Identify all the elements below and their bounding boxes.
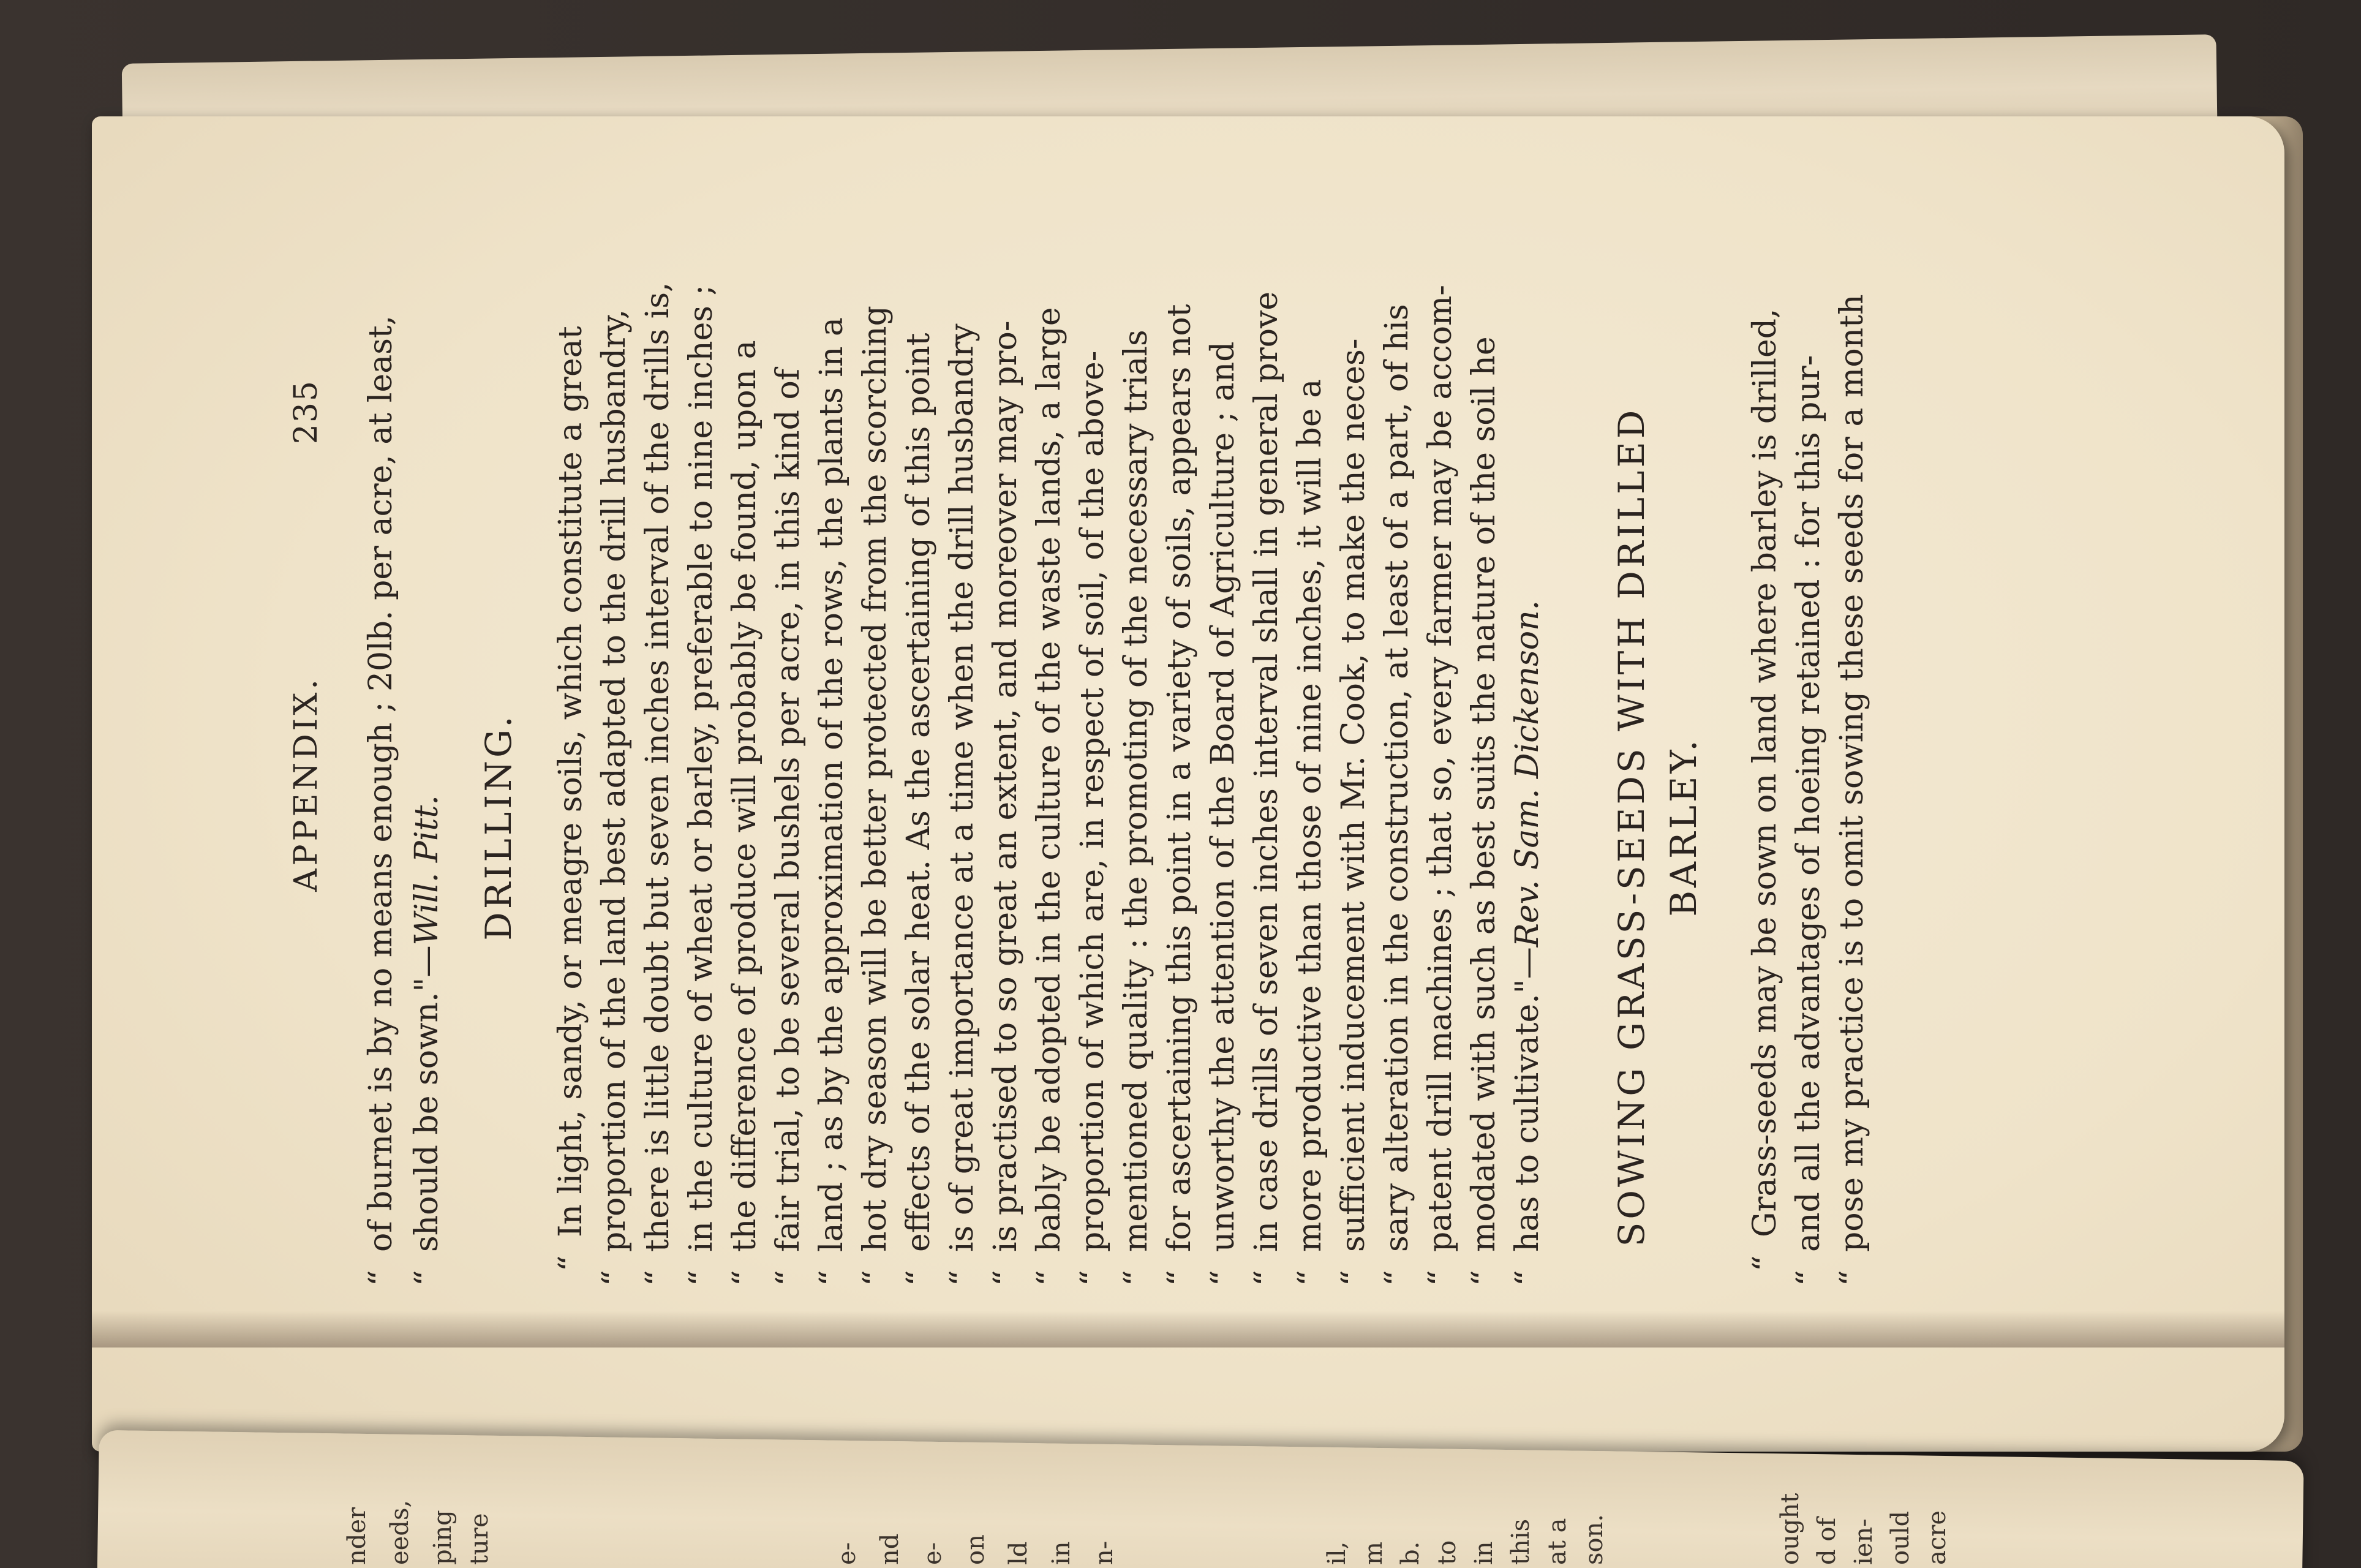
drilling-line-text: for ascertaining this point in a variety of soils, appears not	[1161, 304, 1198, 1252]
intro-line-2	[407, 368, 446, 1286]
drilling-line-text: proportion of the land best adapted to the drill husbandry,	[596, 309, 633, 1252]
drilling-line-text: in case drills of seven inches interval shall in general prove	[1248, 291, 1285, 1252]
drilling-line	[551, 326, 590, 1286]
drilling-line	[1073, 350, 1112, 1286]
quote-mark: “	[1031, 1270, 1068, 1286]
quote-mark: “	[1292, 1270, 1328, 1286]
drilling-line	[856, 306, 895, 1286]
drilling-line	[899, 333, 938, 1286]
quote-mark: “	[1747, 1255, 1783, 1272]
facing-page-fragment: n-	[1090, 1540, 1118, 1565]
drilling-line-text: is practised to so great an extent, and moreover may pro-	[987, 320, 1024, 1252]
drilling-line	[1247, 291, 1286, 1286]
quote-mark: “	[1248, 1270, 1285, 1286]
facing-page-fragment: at a	[1543, 1518, 1572, 1565]
drilling-line-text: is of great importance at a time when the drill husbandry	[944, 323, 981, 1252]
drilling-line	[638, 282, 677, 1286]
facing-page-fragment: ould	[1886, 1510, 1915, 1565]
intro-line-1-text: of burnet is by no means enough ; 20lb. per acre, at least,	[363, 315, 399, 1252]
page-gutter-shadow	[92, 1311, 2284, 1348]
section-heading-drilling: DRILLING.	[478, 713, 519, 941]
sowing-line	[1832, 294, 1872, 1286]
facing-page-fragment: to	[1433, 1540, 1461, 1565]
quote-mark: “	[1790, 1270, 1827, 1286]
sowing-line-text: pose my practice is to omit sowing these seeds for a month	[1834, 294, 1870, 1252]
sowing-line	[1745, 308, 1785, 1286]
facing-page-fragment: eeds,	[386, 1499, 414, 1565]
quote-mark: “	[639, 1270, 676, 1286]
drilling-line-text: unworthy the attention of the Board of Agriculture ; and	[1205, 341, 1241, 1252]
drilling-line-text: in the culture of wheat or barley, preferable to nine inches ;	[683, 284, 720, 1252]
drilling-line	[769, 368, 808, 1286]
sowing-line-text: and all the advantages of hoeing retained : for this pur-	[1790, 355, 1827, 1252]
quote-mark: “	[1422, 1270, 1459, 1286]
drilling-line-text: In light, sandy, or meagre soils, which constitute a great	[552, 326, 589, 1237]
quote-mark: “	[1205, 1270, 1241, 1286]
drilling-line-text: land ; as by the approximation of the rows, the plants in a	[813, 317, 850, 1252]
drilling-line-text: mentioned quality : the promoting of the necessary trials	[1118, 330, 1154, 1252]
facing-page-fragment: e-	[919, 1542, 947, 1565]
quote-mark: “	[552, 1255, 589, 1272]
quote-mark: “	[726, 1270, 763, 1286]
drilling-line	[1160, 304, 1199, 1286]
sowing-line	[1789, 355, 1828, 1286]
drilling-line	[1377, 304, 1417, 1286]
drilling-line	[725, 340, 764, 1286]
quote-mark: “	[857, 1270, 894, 1286]
facing-page-fragment: d of	[1813, 1517, 1841, 1565]
sowing-line-text: Grass-seeds may be sown on land where barley is drilled,	[1747, 308, 1783, 1237]
quote-mark: “	[683, 1270, 720, 1286]
page-header	[288, 380, 337, 1188]
quote-mark: “	[363, 1270, 399, 1286]
drilling-line-text: sary alteration in the construction, at least of a part, of his	[1379, 304, 1415, 1252]
facing-page-fragment: ld	[1004, 1541, 1033, 1565]
quote-mark: “	[813, 1270, 850, 1286]
facing-page-fragment: on	[962, 1534, 990, 1565]
quote-mark: “	[1118, 1270, 1154, 1286]
quote-mark: “	[944, 1270, 981, 1286]
drilling-line	[943, 323, 982, 1286]
drilling-line	[595, 309, 634, 1286]
drilling-line-text: effects of the solar heat. As the ascertaining of this point	[900, 333, 937, 1252]
facing-page-fragment: son.	[1580, 1513, 1608, 1565]
quote-mark: “	[1379, 1270, 1415, 1286]
drilling-signature: Rev. Sam. Dickenson.	[1509, 600, 1546, 948]
section-heading-sowing-line-2: BARLEY.	[1663, 737, 1704, 917]
facing-page-fragment: il,	[1323, 1541, 1351, 1565]
quote-mark: “	[1074, 1270, 1111, 1286]
drilling-line-text: bably be adopted in the culture of the waste lands, a large	[1031, 307, 1068, 1252]
drilling-last-text: has to cultivate."—	[1509, 947, 1546, 1252]
drilling-last-line	[1508, 368, 1547, 1286]
drilling-line	[1334, 338, 1373, 1286]
quote-mark: “	[1466, 1270, 1502, 1286]
drilling-line	[1421, 285, 1460, 1286]
drilling-line-text: patent drill machines ; that so, every farmer may be accom-	[1422, 285, 1459, 1252]
drilling-line-text: proportion of which are, in respect of soil, of the above-	[1074, 350, 1111, 1252]
facing-page-fragment: acre	[1923, 1510, 1951, 1565]
drilling-line-text: there is little doubt but seven inches interval of the drills is,	[639, 282, 676, 1252]
quote-mark: “	[770, 1270, 807, 1286]
facing-page-fragment: ture	[465, 1513, 494, 1565]
drilling-line-text: fair trial, to be several bushels per acre, in this kind of	[770, 368, 807, 1252]
facing-page-fragment: in	[1470, 1541, 1498, 1565]
facing-page-fragment: b.	[1396, 1541, 1425, 1565]
quote-mark: “	[1335, 1270, 1372, 1286]
facing-page-fragment: this	[1507, 1518, 1535, 1565]
drilling-line	[812, 317, 851, 1286]
drilling-line-text: more productive than those of nine inches, it will be a	[1292, 379, 1328, 1252]
page-text-block	[276, 282, 1990, 1286]
quote-mark: “	[596, 1270, 633, 1286]
facing-page-fragment: ought	[1776, 1493, 1804, 1565]
drilling-line	[1464, 336, 1504, 1286]
facing-page-fragment: nd	[876, 1533, 904, 1565]
intro-signature: Will. Pitt.	[409, 795, 445, 946]
facing-page-fragment: nder	[343, 1507, 371, 1565]
facing-page-fragment: in	[1047, 1541, 1075, 1565]
facing-page-fragment: ping	[429, 1510, 457, 1565]
page-number: 235	[288, 380, 325, 445]
intro-line-2-text: should be sown."—	[409, 945, 445, 1252]
quote-mark: “	[409, 1270, 445, 1286]
quote-mark: “	[987, 1270, 1024, 1286]
quote-mark: “	[1834, 1270, 1870, 1286]
facing-page-fragment: ien-	[1850, 1518, 1878, 1565]
quote-mark: “	[1161, 1270, 1198, 1286]
drilling-line	[682, 284, 721, 1286]
facing-page-fragment: e-	[833, 1542, 861, 1565]
running-head: APPENDIX.	[288, 676, 325, 892]
drilling-line-text: sufficient inducement with Mr. Cook, to make the neces-	[1335, 338, 1372, 1252]
drilling-line-text: modated with such as best suits the nature of the soil he	[1466, 336, 1502, 1252]
drilling-line	[1030, 307, 1069, 1286]
facing-page-fragment: m	[1360, 1542, 1388, 1565]
quote-mark: “	[900, 1270, 937, 1286]
quote-mark: “	[1509, 1270, 1546, 1286]
intro-line-1	[361, 315, 401, 1286]
drilling-line-text: the difference of produce will probably be found, upon a	[726, 340, 763, 1252]
drilling-line	[1290, 368, 1330, 1286]
section-heading-sowing-line-1: SOWING GRASS-SEEDS WITH DRILLED	[1611, 407, 1652, 1247]
drilling-line	[1203, 341, 1243, 1286]
drilling-line-text: hot dry season will be better protected from the scorching	[857, 306, 894, 1252]
drilling-line	[1116, 330, 1156, 1286]
drilling-line	[986, 320, 1025, 1286]
